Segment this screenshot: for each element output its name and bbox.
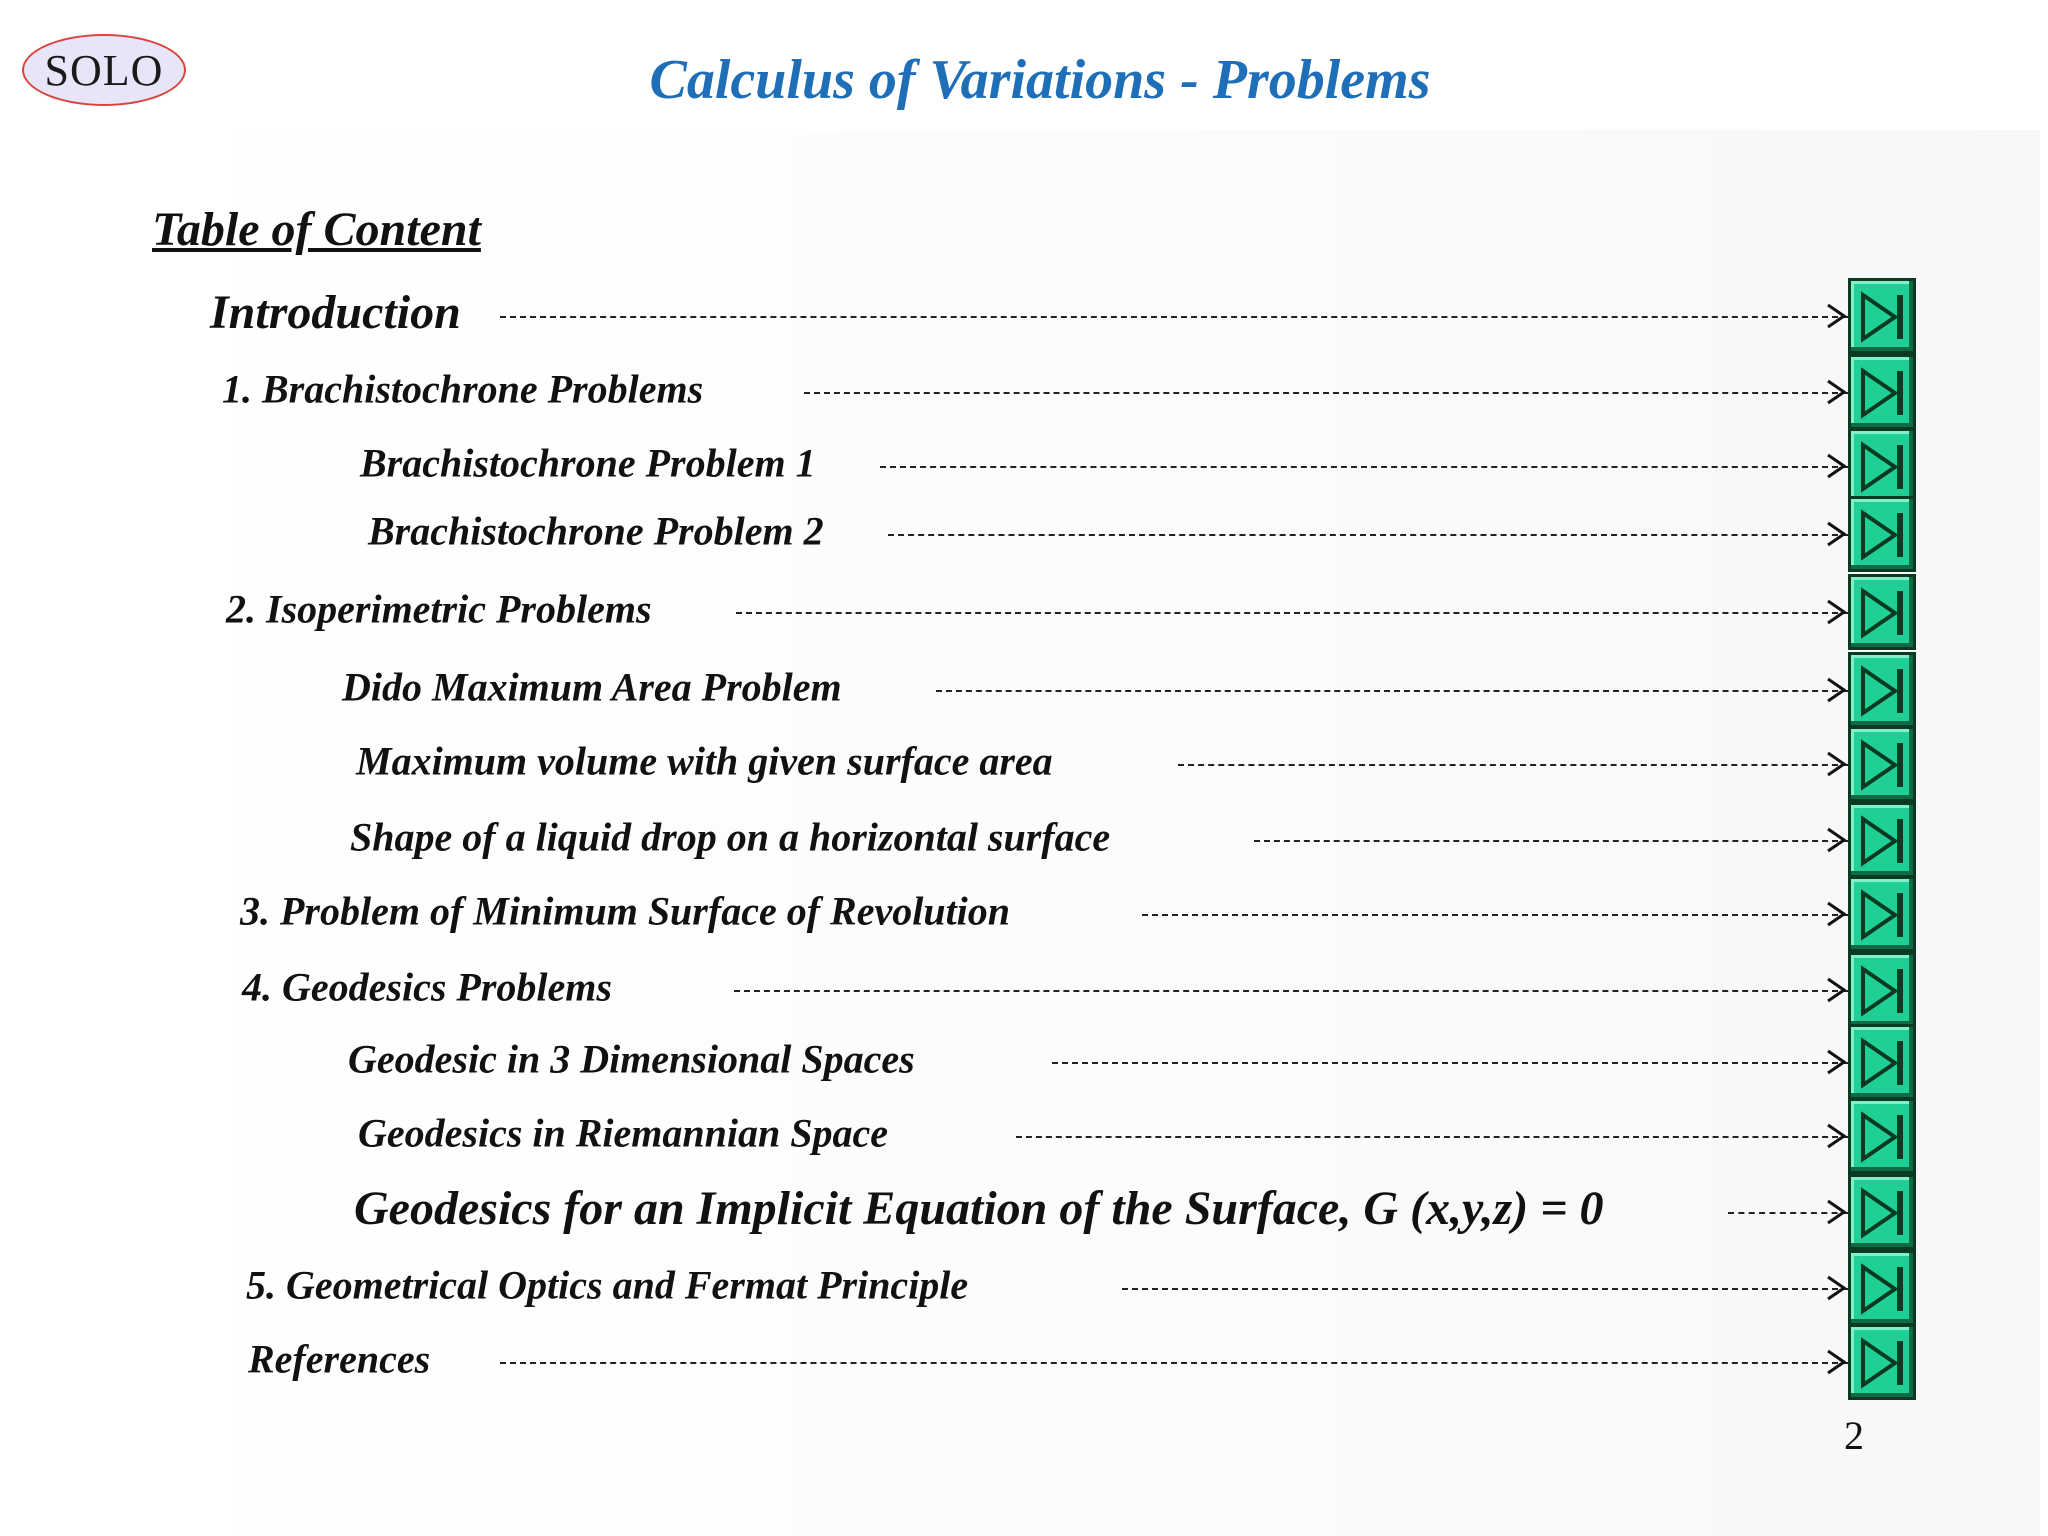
dashed-leader [880, 466, 1848, 468]
dashed-leader [1142, 914, 1848, 916]
arrowhead-icon [1826, 303, 1846, 329]
toc-label[interactable]: Introduction [210, 286, 461, 340]
arrowhead-icon [1826, 977, 1846, 1003]
arrowhead-icon [1826, 1275, 1846, 1301]
skip-forward-icon [1859, 1187, 1907, 1239]
skip-forward-icon [1859, 965, 1907, 1017]
toc-label[interactable]: Dido Maximum Area Problem [342, 664, 842, 710]
nav-button-brachistochrone-problem-1[interactable] [1848, 428, 1916, 504]
arrowhead-icon [1826, 1199, 1846, 1225]
dashed-leader [936, 690, 1848, 692]
toc-label[interactable]: 5. Geometrical Optics and Fermat Principle [246, 1262, 969, 1308]
nav-button-geodesics-implicit[interactable] [1848, 1174, 1916, 1250]
nav-button-maximum-volume[interactable] [1848, 726, 1916, 802]
toc-label[interactable]: Geodesic in 3 Dimensional Spaces [348, 1036, 915, 1082]
skip-forward-icon [1859, 291, 1907, 343]
arrowhead-icon [1826, 453, 1846, 479]
skip-forward-icon [1859, 1263, 1907, 1315]
nav-button-minimum-surface-revolution[interactable] [1848, 876, 1916, 952]
toc-label[interactable]: 4. Geodesics Problems [242, 964, 612, 1010]
dashed-leader [1052, 1062, 1848, 1064]
toc-label[interactable]: Brachistochrone Problem 1 [360, 440, 816, 486]
toc-label[interactable]: References [248, 1336, 431, 1382]
toc-label[interactable]: Shape of a liquid drop on a horizontal surface [350, 814, 1111, 860]
nav-button-liquid-drop-shape[interactable] [1848, 802, 1916, 878]
toc-label[interactable]: Geodesics in Riemannian Space [358, 1110, 889, 1156]
skip-forward-icon [1859, 1111, 1907, 1163]
skip-forward-icon [1859, 367, 1907, 419]
nav-button-geodesics-riemannian[interactable] [1848, 1098, 1916, 1174]
arrowhead-icon [1826, 1049, 1846, 1075]
toc-label[interactable]: Maximum volume with given surface area [356, 738, 1053, 784]
dashed-leader [1016, 1136, 1848, 1138]
skip-forward-icon [1859, 815, 1907, 867]
skip-forward-icon [1859, 441, 1907, 493]
dashed-leader [804, 392, 1848, 394]
dashed-leader [736, 612, 1848, 614]
arrowhead-icon [1826, 379, 1846, 405]
skip-forward-icon [1859, 889, 1907, 941]
dashed-leader [500, 316, 1848, 318]
nav-button-geodesics-problems[interactable] [1848, 952, 1916, 1028]
arrowhead-icon [1826, 677, 1846, 703]
dashed-leader [888, 534, 1848, 536]
arrowhead-icon [1826, 827, 1846, 853]
nav-button-dido-maximum-area[interactable] [1848, 652, 1916, 728]
skip-forward-icon [1859, 509, 1907, 561]
toc-label[interactable]: 3. Problem of Minimum Surface of Revolution [240, 888, 1011, 934]
arrowhead-icon [1826, 901, 1846, 927]
nav-button-isoperimetric-problems[interactable] [1848, 574, 1916, 650]
dashed-leader [734, 990, 1848, 992]
dashed-leader [500, 1362, 1848, 1364]
toc-heading: Table of Content [152, 203, 481, 256]
slide-title: Calculus of Variations - Problems [649, 49, 1431, 111]
toc-label[interactable]: Brachistochrone Problem 2 [368, 508, 824, 554]
page-number: 2 [1844, 1413, 1864, 1458]
nav-button-references[interactable] [1848, 1324, 1916, 1400]
nav-button-brachistochrone-problems[interactable] [1848, 354, 1916, 430]
dashed-leader [1122, 1288, 1848, 1290]
skip-forward-icon [1859, 665, 1907, 717]
toc-label[interactable]: Geodesics for an Implicit Equation of the Surface, G (x,y,z) = 0 [354, 1182, 1604, 1236]
dashed-leader [1254, 840, 1848, 842]
arrowhead-icon [1826, 1349, 1846, 1375]
skip-forward-icon [1859, 739, 1907, 791]
toc-label[interactable]: 1. Brachistochrone Problems [222, 366, 704, 412]
nav-button-introduction[interactable] [1848, 278, 1916, 354]
skip-forward-icon [1859, 1337, 1907, 1389]
dashed-leader [1178, 764, 1848, 766]
toc-label[interactable]: 2. Isoperimetric Problems [226, 586, 652, 632]
nav-button-geometrical-optics[interactable] [1848, 1250, 1916, 1326]
logo-text: SOLO [44, 45, 164, 95]
arrowhead-icon [1826, 751, 1846, 777]
nav-button-brachistochrone-problem-2[interactable] [1848, 496, 1916, 572]
skip-forward-icon [1859, 587, 1907, 639]
arrowhead-icon [1826, 1123, 1846, 1149]
nav-button-geodesic-3d[interactable] [1848, 1024, 1916, 1100]
solo-logo [22, 34, 186, 106]
skip-forward-icon [1859, 1037, 1907, 1089]
arrowhead-icon [1826, 599, 1846, 625]
arrowhead-icon [1826, 521, 1846, 547]
